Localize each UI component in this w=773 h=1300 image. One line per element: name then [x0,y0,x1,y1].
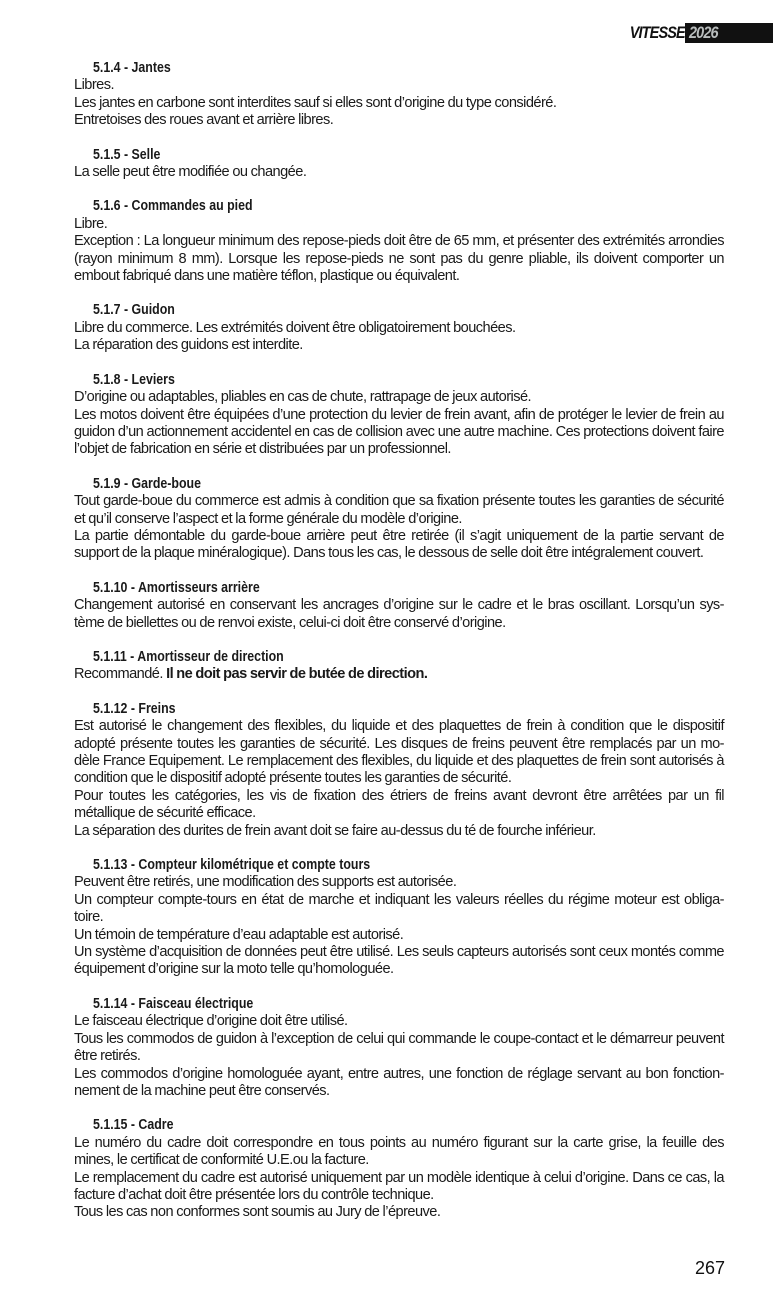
section-title: 5.1.11 - Amortisseur de direction [93,648,284,665]
paragraph: La réparation des guidons est interdite. [74,337,303,354]
paragraph: Exception : La longueur minimum des repose-pieds doit être de 65 mm, et présenter des extrémités arrondies (rayon minimum 8 mm). Lorsque les repose-pieds ne sont pas du genre pliable, ils doivent comporter un embout fabriqué dans une matière téflon, plastique ou équivalent. [74,233,724,285]
paragraph [74,666,724,683]
paragraph: Un système d’acquisition de données peut être utilisé. Les seuls capteurs autorisés sont ceux montés comme équipement d’origine sur la moto telle qu’homologuée. [74,944,724,978]
section-title: 5.1.8 - Leviers [93,371,175,388]
section [74,147,724,182]
header-brand: VITESSE [629,23,685,42]
paragraph: La séparation des durites de frein avant doit se faire au-dessus du té de fourche inférieur. [74,822,596,839]
header-year-badge [685,23,773,43]
paragraph: Un compteur compte-tours en état de marche et indiquant les valeurs réelles du régime moteur est obliga-toire. [74,891,724,926]
section [74,857,724,979]
page-number: 267 [695,1258,726,1278]
section [74,996,724,1100]
section [74,60,724,130]
paragraph: Changement autorisé en conservant les ancrages d’origine sur le cadre et le bras oscillant. Lorsqu’un sys-tème de biellettes ou de renvoi existe, celui-ci doit être conservé d’origine. [74,597,724,631]
section-title: 5.1.12 - Freins [93,700,176,717]
paragraph: Pour toutes les catégories, les vis de fixation des étriers de freins avant devront être arrêtées par un fil métallique de sécurité efficace. [74,787,724,822]
paragraph: Les jantes en carbone sont interdites sauf si elles sont d’origine du type considéré. [74,94,557,111]
paragraph: Un témoin de température d’eau adaptable est autorisé. [74,926,404,943]
section-title: 5.1.6 - Commandes au pied [93,198,253,215]
section [74,198,724,285]
page-header [620,22,773,44]
section [74,580,724,632]
paragraph: Libre du commerce. Les extrémités doivent être obligatoirement bouchées. [74,319,516,336]
paragraph: Les commodos d’origine homologuée ayant, entre autres, une fonction de réglage servant au bon fonction-nement de la machine peut être conservés. [74,1065,724,1099]
paragraph: La partie démontable du garde-boue arrière peut être retirée (il s’agit uniquement de la partie servant de support de la plaque minéralogique). Dans tous les cas, le dessous de selle doit être intégralement couvert. [74,527,724,562]
paragraph: Est autorisé le changement des flexibles, du liquide et des plaquettes de frein à condition que le dispositif adopté présente toutes les garanties de sécurité. Les disques de freins peuvent être remplacés par un mo-dèle France Equipement. Le remplacement des flexibles, du liquide et des plaquettes de frein sont autorisés à condition que le dispositif adopté présente toutes les garanties de sécurité. [74,718,724,787]
header-year: 2026 [689,23,718,42]
section [74,372,724,459]
section [74,1117,724,1221]
section-title: 5.1.7 - Guidon [93,302,175,319]
paragraph: Entretoises des roues avant et arrière libres. [74,112,334,129]
paragraph: Tous les commodos de guidon à l’exception de celui qui commande le coupe-contact et le démarreur peuvent être retirés. [74,1030,724,1065]
paragraph: Le remplacement du cadre est autorisé uniquement par un modèle identique à celui d’origine. Dans ce cas, la facture d’achat doit être présentée lors du contrôle technique. [74,1169,724,1203]
paragraph: Peuvent être retirés, une modification des supports est autorisée. [74,874,457,891]
section-title: 5.1.15 - Cadre [93,1117,174,1134]
section-title: 5.1.13 - Compteur kilométrique et compte tours [93,857,371,874]
paragraph-text: Recommandé. [74,666,167,683]
section-title: 5.1.9 - Garde-boue [93,475,201,492]
document-body [74,60,724,1239]
paragraph-emphasis: Il ne doit pas servir de butée de direction. [166,666,428,683]
section [74,701,724,840]
paragraph: Tous les cas non conformes sont soumis au Jury de l’épreuve. [74,1204,441,1221]
section-title: 5.1.10 - Amortisseurs arrière [93,579,260,596]
section [74,302,724,354]
paragraph: Libre. [74,215,108,232]
section [74,649,724,684]
section [74,476,724,563]
paragraph: Libres. [74,77,114,94]
paragraph: Le faisceau électrique d’origine doit être utilisé. [74,1013,348,1030]
section-title: 5.1.4 - Jantes [93,60,171,76]
paragraph: Les motos doivent être équipées d’une protection du levier de frein avant, afin de protéger le levier de frein au guidon d’un actionnement accidentel en cas de collision avec une autre machine. Ces protections doivent faire l’objet de fabrication en série et distribuées par un professionnel. [74,406,724,458]
section-title: 5.1.14 - Faisceau électrique [93,995,254,1012]
paragraph: La selle peut être modifiée ou changée. [74,164,307,181]
paragraph: Tout garde-boue du commerce est admis à condition que sa fixation présente toutes les garanties de sécurité et qu’il conserve l’aspect et la forme générale du modèle d’origine. [74,493,724,527]
paragraph: D’origine ou adaptables, pliables en cas de chute, rattrapage de jeux autorisé. [74,389,532,406]
section-title: 5.1.5 - Selle [93,146,161,163]
paragraph: Le numéro du cadre doit correspondre en tous points au numéro figurant sur la carte grise, la feuille des mines, le certificat de conformité U.E.ou la facture. [74,1134,724,1169]
